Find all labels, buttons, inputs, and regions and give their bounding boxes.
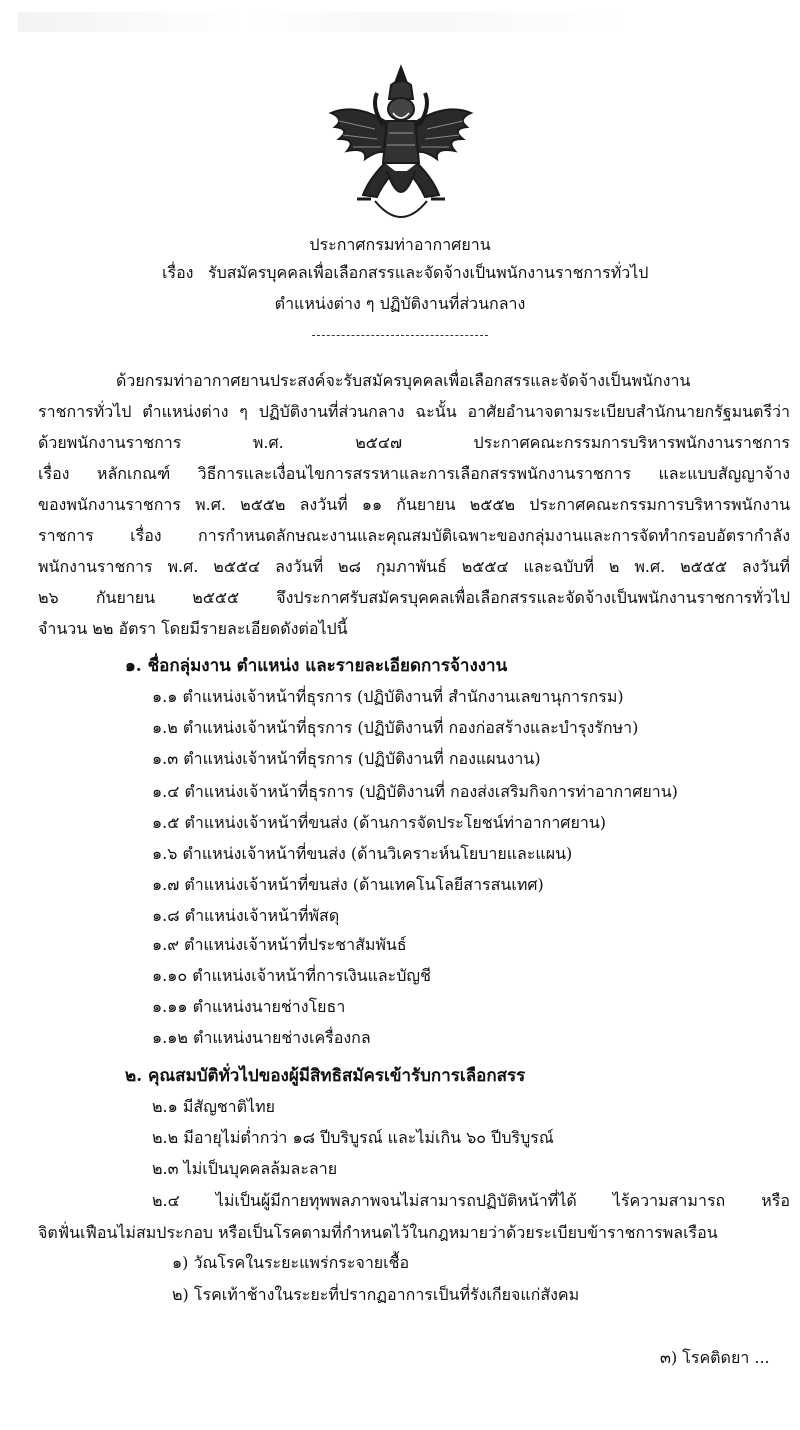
- section2-heading: ๒. คุณสมบัติทั่วไปของผู้มีสิทธิสมัครเข้ารับการเลือกสรร: [125, 1066, 526, 1086]
- section1-item: ๑.๑๒ ตำแหน่งนายช่างเครื่องกล: [152, 1028, 371, 1047]
- section2-item: ๒.๓ ไม่เป็นบุคคลล้มละลาย: [152, 1159, 338, 1178]
- intro-line: เรื่อง หลักเกณฑ์ วิธีการและเงื่อนไขการสรรหาและการเลือกสรรพนักงานราชการ และแบบสัญญาจ้าง: [38, 464, 790, 483]
- page-continuation: ๓) โรคติดยา ...: [660, 1348, 770, 1367]
- disease-item: ๒) โรคเท้าช้างในระยะที่ปรากฏอาการเป็นที่รังเกียจแก่สังคม: [172, 1285, 580, 1304]
- section2-item: ๒.๒ มีอายุไม่ต่ำกว่า ๑๘ ปีบริบูรณ์ และไม่เกิน ๖๐ ปีบริบูรณ์: [152, 1128, 554, 1147]
- section1-item: ๑.๗ ตำแหน่งเจ้าหน้าที่ขนส่ง (ด้านเทคโนโลยีสารสนเทศ): [152, 875, 544, 894]
- intro-line: พนักงานราชการ พ.ศ. ๒๕๕๔ ลงวันที่ ๒๘ กุมภาพันธ์ ๒๕๕๔ และฉบับที่ ๒ พ.ศ. ๒๕๕๕ ลงวันที่: [38, 557, 790, 576]
- scan-artifact: [18, 12, 778, 32]
- subject-text: รับสมัครบุคคลเพื่อเลือกสรรและจัดจ้างเป็นพนักงานราชการทั่วไป: [208, 263, 649, 282]
- section1-item: ๑.๓ ตำแหน่งเจ้าหน้าที่ธุรการ (ปฏิบัติงานที่ กองแผนงาน): [152, 749, 541, 768]
- section1-item: ๑.๒ ตำแหน่งเจ้าหน้าที่ธุรการ (ปฏิบัติงานที่ กองก่อสร้างและบำรุงรักษา): [152, 718, 639, 737]
- section1-item: ๑.๘ ตำแหน่งเจ้าหน้าที่พัสดุ: [152, 906, 340, 925]
- section1-item: ๑.๙ ตำแหน่งเจ้าหน้าที่ประชาสัมพันธ์: [152, 935, 407, 954]
- header-separator: [312, 335, 488, 336]
- intro-paragraph: [38, 365, 790, 644]
- section1-item: ๑.๕ ตำแหน่งเจ้าหน้าที่ขนส่ง (ด้านการจัดประโยชน์ท่าอากาศยาน): [152, 813, 606, 832]
- disease-item: ๑) วัณโรคในระยะแพร่กระจายเชื้อ: [172, 1253, 410, 1272]
- intro-line: ราชการทั่วไป ตำแหน่งต่าง ๆ ปฏิบัติงานที่ส่วนกลาง ฉะนั้น อาศัยอำนาจตามระเบียบสำนักนายกรัฐมนตรีว่า: [38, 402, 790, 421]
- intro-line: ๒๖ กันยายน ๒๕๕๕ จึงประกาศรับสมัครบุคคลเพื่อเลือกสรรและจัดจ้างเป็นพนักงานราชการทั่วไป: [38, 588, 790, 607]
- subject-text-line2: ตำแหน่งต่าง ๆ ปฏิบัติงานที่ส่วนกลาง: [274, 294, 526, 313]
- section2-item4: [38, 1185, 790, 1249]
- section1-item: ๑.๑๑ ตำแหน่งนายช่างโยธา: [152, 997, 346, 1016]
- section2-item: ๒.๑ มีสัญชาติไทย: [152, 1097, 276, 1116]
- intro-line: ของพนักงานราชการ พ.ศ. ๒๕๕๒ ลงวันที่ ๑๑ กันยายน ๒๕๕๒ ประกาศคณะกรรมการบริหารพนักงาน: [38, 495, 790, 514]
- section2-item4-line: จิตฟั่นเฟือนไม่สมประกอบ หรือเป็นโรคตามที่กำหนดไว้ในกฎหมายว่าด้วยระเบียบข้าราชการพลเรือน: [38, 1223, 718, 1242]
- section1-heading: ๑. ชื่อกลุ่มงาน ตำแหน่ง และรายละเอียดการจ้างงาน: [125, 656, 508, 676]
- document-title: ประกาศกรมท่าอากาศยาน: [309, 235, 491, 254]
- intro-line: จำนวน ๒๒ อัตรา โดยมีรายละเอียดดังต่อไปนี้: [38, 619, 348, 638]
- section1-item: ๑.๑๐ ตำแหน่งเจ้าหน้าที่การเงินและบัญชี: [152, 966, 431, 985]
- intro-line: ด้วยกรมท่าอากาศยานประสงค์จะรับสมัครบุคคลเพื่อเลือกสรรและจัดจ้างเป็นพนักงาน: [116, 371, 691, 390]
- section1-item: ๑.๔ ตำแหน่งเจ้าหน้าที่ธุรการ (ปฏิบัติงานที่ กองส่งเสริมกิจการท่าอากาศยาน): [152, 782, 678, 801]
- subject-label: เรื่อง: [162, 263, 194, 282]
- section1-item: ๑.๖ ตำแหน่งเจ้าหน้าที่ขนส่ง (ด้านวิเคราะห์นโยบายและแผน): [152, 844, 573, 863]
- section1-item: ๑.๑ ตำแหน่งเจ้าหน้าที่ธุรการ (ปฏิบัติงานที่ สำนักงานเลขานุการกรม): [152, 687, 624, 706]
- intro-line: ราชการ เรื่อง การกำหนดลักษณะงานและคุณสมบัติเฉพาะของกลุ่มงานและการจัดทำกรอบอัตรากำลัง: [38, 526, 790, 545]
- intro-line: ด้วยพนักงานราชการ พ.ศ. ๒๕๔๗ ประกาศคณะกรรมการบริหารพนักงานราชการ: [38, 433, 790, 452]
- garuda-emblem-icon: [325, 63, 477, 233]
- section2-item4-line: ๒.๔ ไม่เป็นผู้มีกายทุพพลภาพจนไม่สามารถปฏิบัติหน้าที่ได้ ไร้ความสามารถ หรือ: [152, 1191, 790, 1210]
